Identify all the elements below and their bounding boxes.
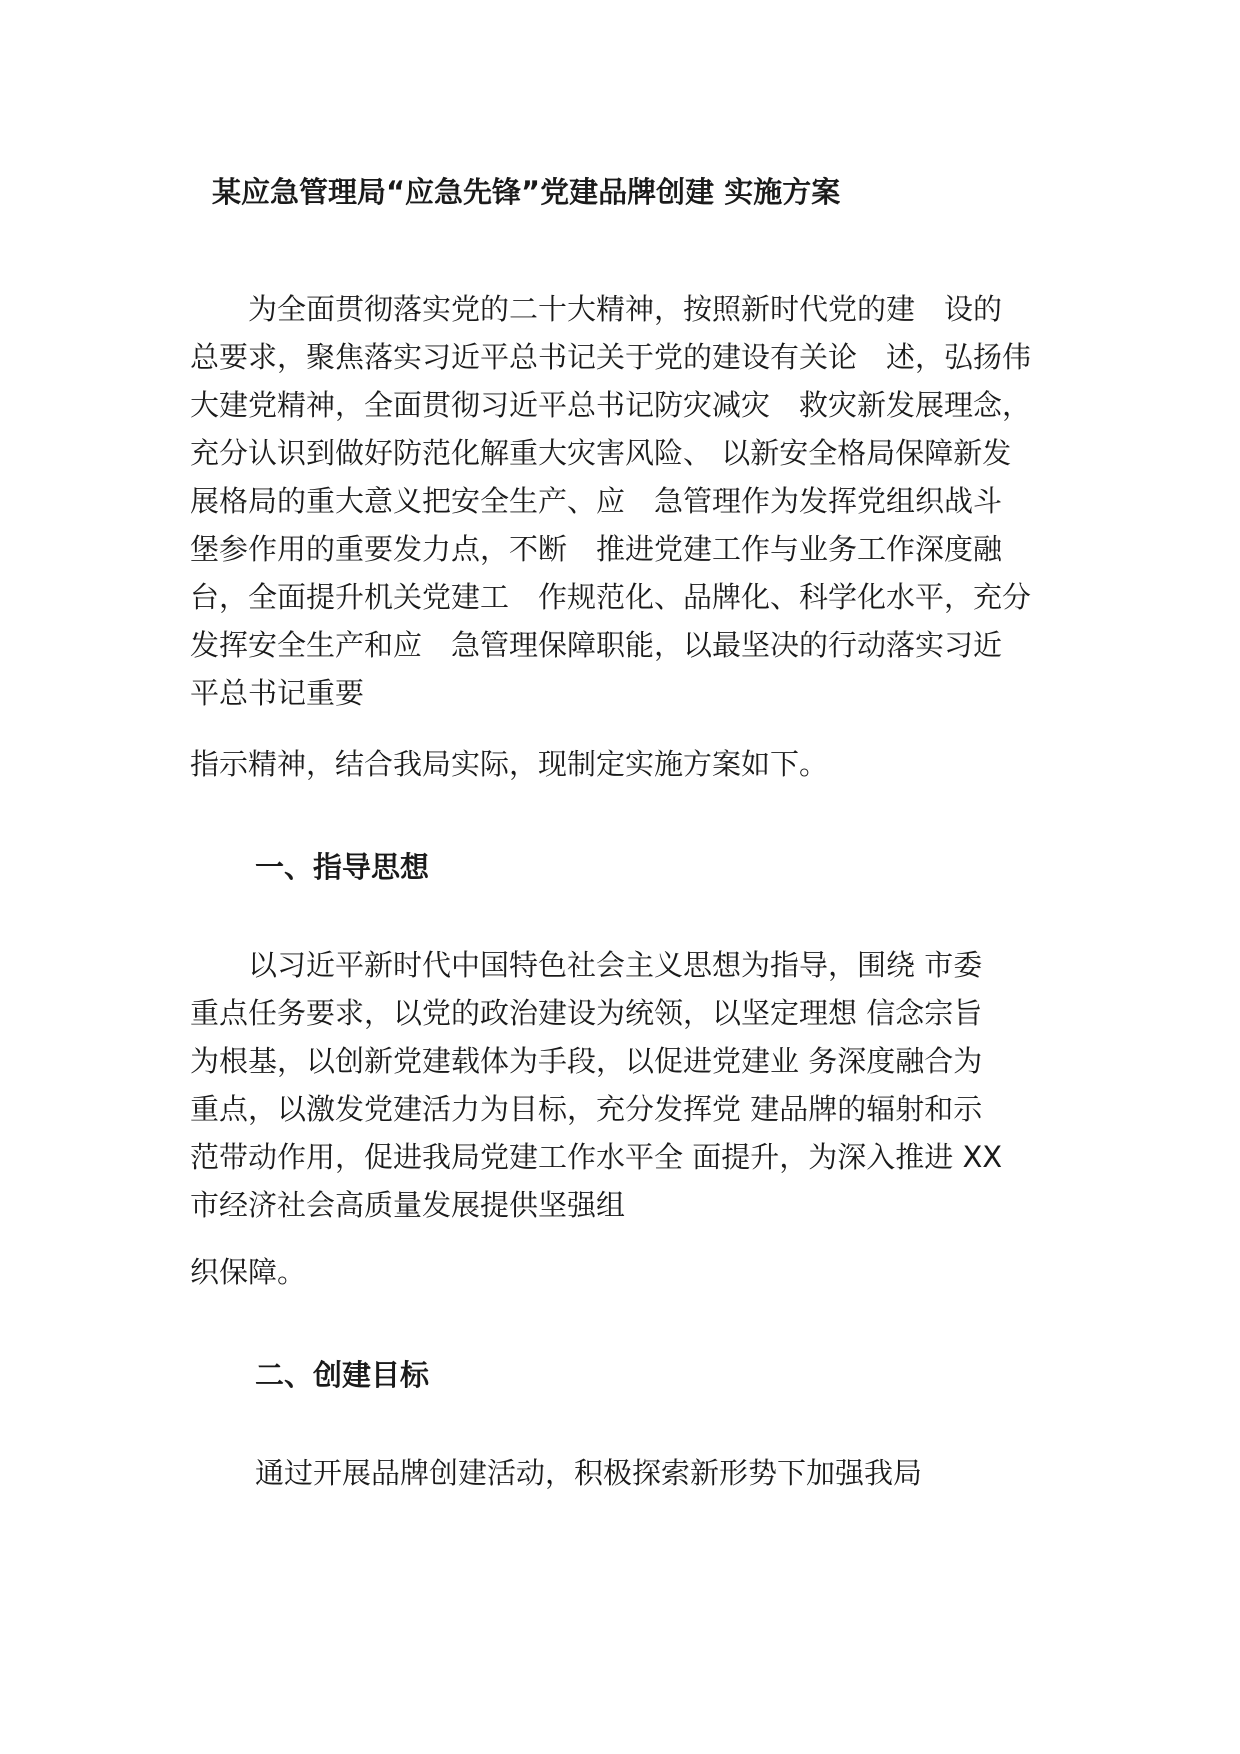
paragraph-line: 重点任务要求，以党的政治建设为统领，以坚定理想 信念宗旨: [190, 996, 983, 1030]
paragraph-line: 范带动作用，促进我局党建工作水平全 面提升，为深入推进 XX: [190, 1140, 1003, 1174]
guiding-thought-paragraph: [190, 941, 1080, 1229]
paragraph-line: 发挥安全生产和应 急管理保障职能，以最坚决的行动落实习近: [190, 628, 1003, 662]
paragraph-line: 以习近平新时代中国特色社会主义思想为指导，围绕 市委: [190, 948, 983, 982]
paragraph-line: 市经济社会高质量发展提供坚强组: [190, 1188, 626, 1222]
paragraph-line: 为根基，以创新党建载体为手段，以促进党建业 务深度融合为: [190, 1044, 983, 1078]
section-heading-goals: 二、创建目标: [255, 1358, 430, 1392]
paragraph-line: 展格局的重大意义把安全生产、应 急管理作为发挥党组织战斗: [190, 484, 1003, 518]
paragraph-line: 充分认识到做好防范化解重大灾害风险、 以新安全格局保障新发: [190, 436, 1012, 470]
intro-paragraph: [190, 285, 1080, 717]
intro-tail-line: 指示精神，结合我局实际，现制定实施方案如下。: [190, 747, 829, 781]
paragraph-line: 大建党精神，全面贯彻习近平总书记防灾减灾 救灾新发展理念，: [190, 388, 1032, 422]
paragraph-line: 为全面贯彻落实党的二十大精神，按照新时代党的建 设的: [190, 292, 1003, 326]
paragraph-line: 堡参作用的重要发力点，不断 推进党建工作与业务工作深度融: [190, 532, 1003, 566]
goals-first-line: 通过开展品牌创建活动，积极探索新形势下加强我局: [255, 1456, 923, 1490]
document-title: 某应急管理局“应急先锋”党建品牌创建 实施方案: [212, 175, 841, 209]
paragraph-line: 平总书记重要: [190, 676, 365, 710]
guiding-thought-tail-line: 织保障。: [190, 1255, 307, 1289]
section-heading-guiding-thought: 一、指导思想: [255, 850, 430, 884]
paragraph-line: 总要求，聚焦落实习近平总书记关于党的建设有关论 述，弘扬伟: [190, 340, 1032, 374]
paragraph-line: 台，全面提升机关党建工 作规范化、品牌化、科学化水平，充分: [190, 580, 1032, 614]
paragraph-line: 重点，以激发党建活力为目标，充分发挥党 建品牌的辐射和示: [190, 1092, 983, 1126]
